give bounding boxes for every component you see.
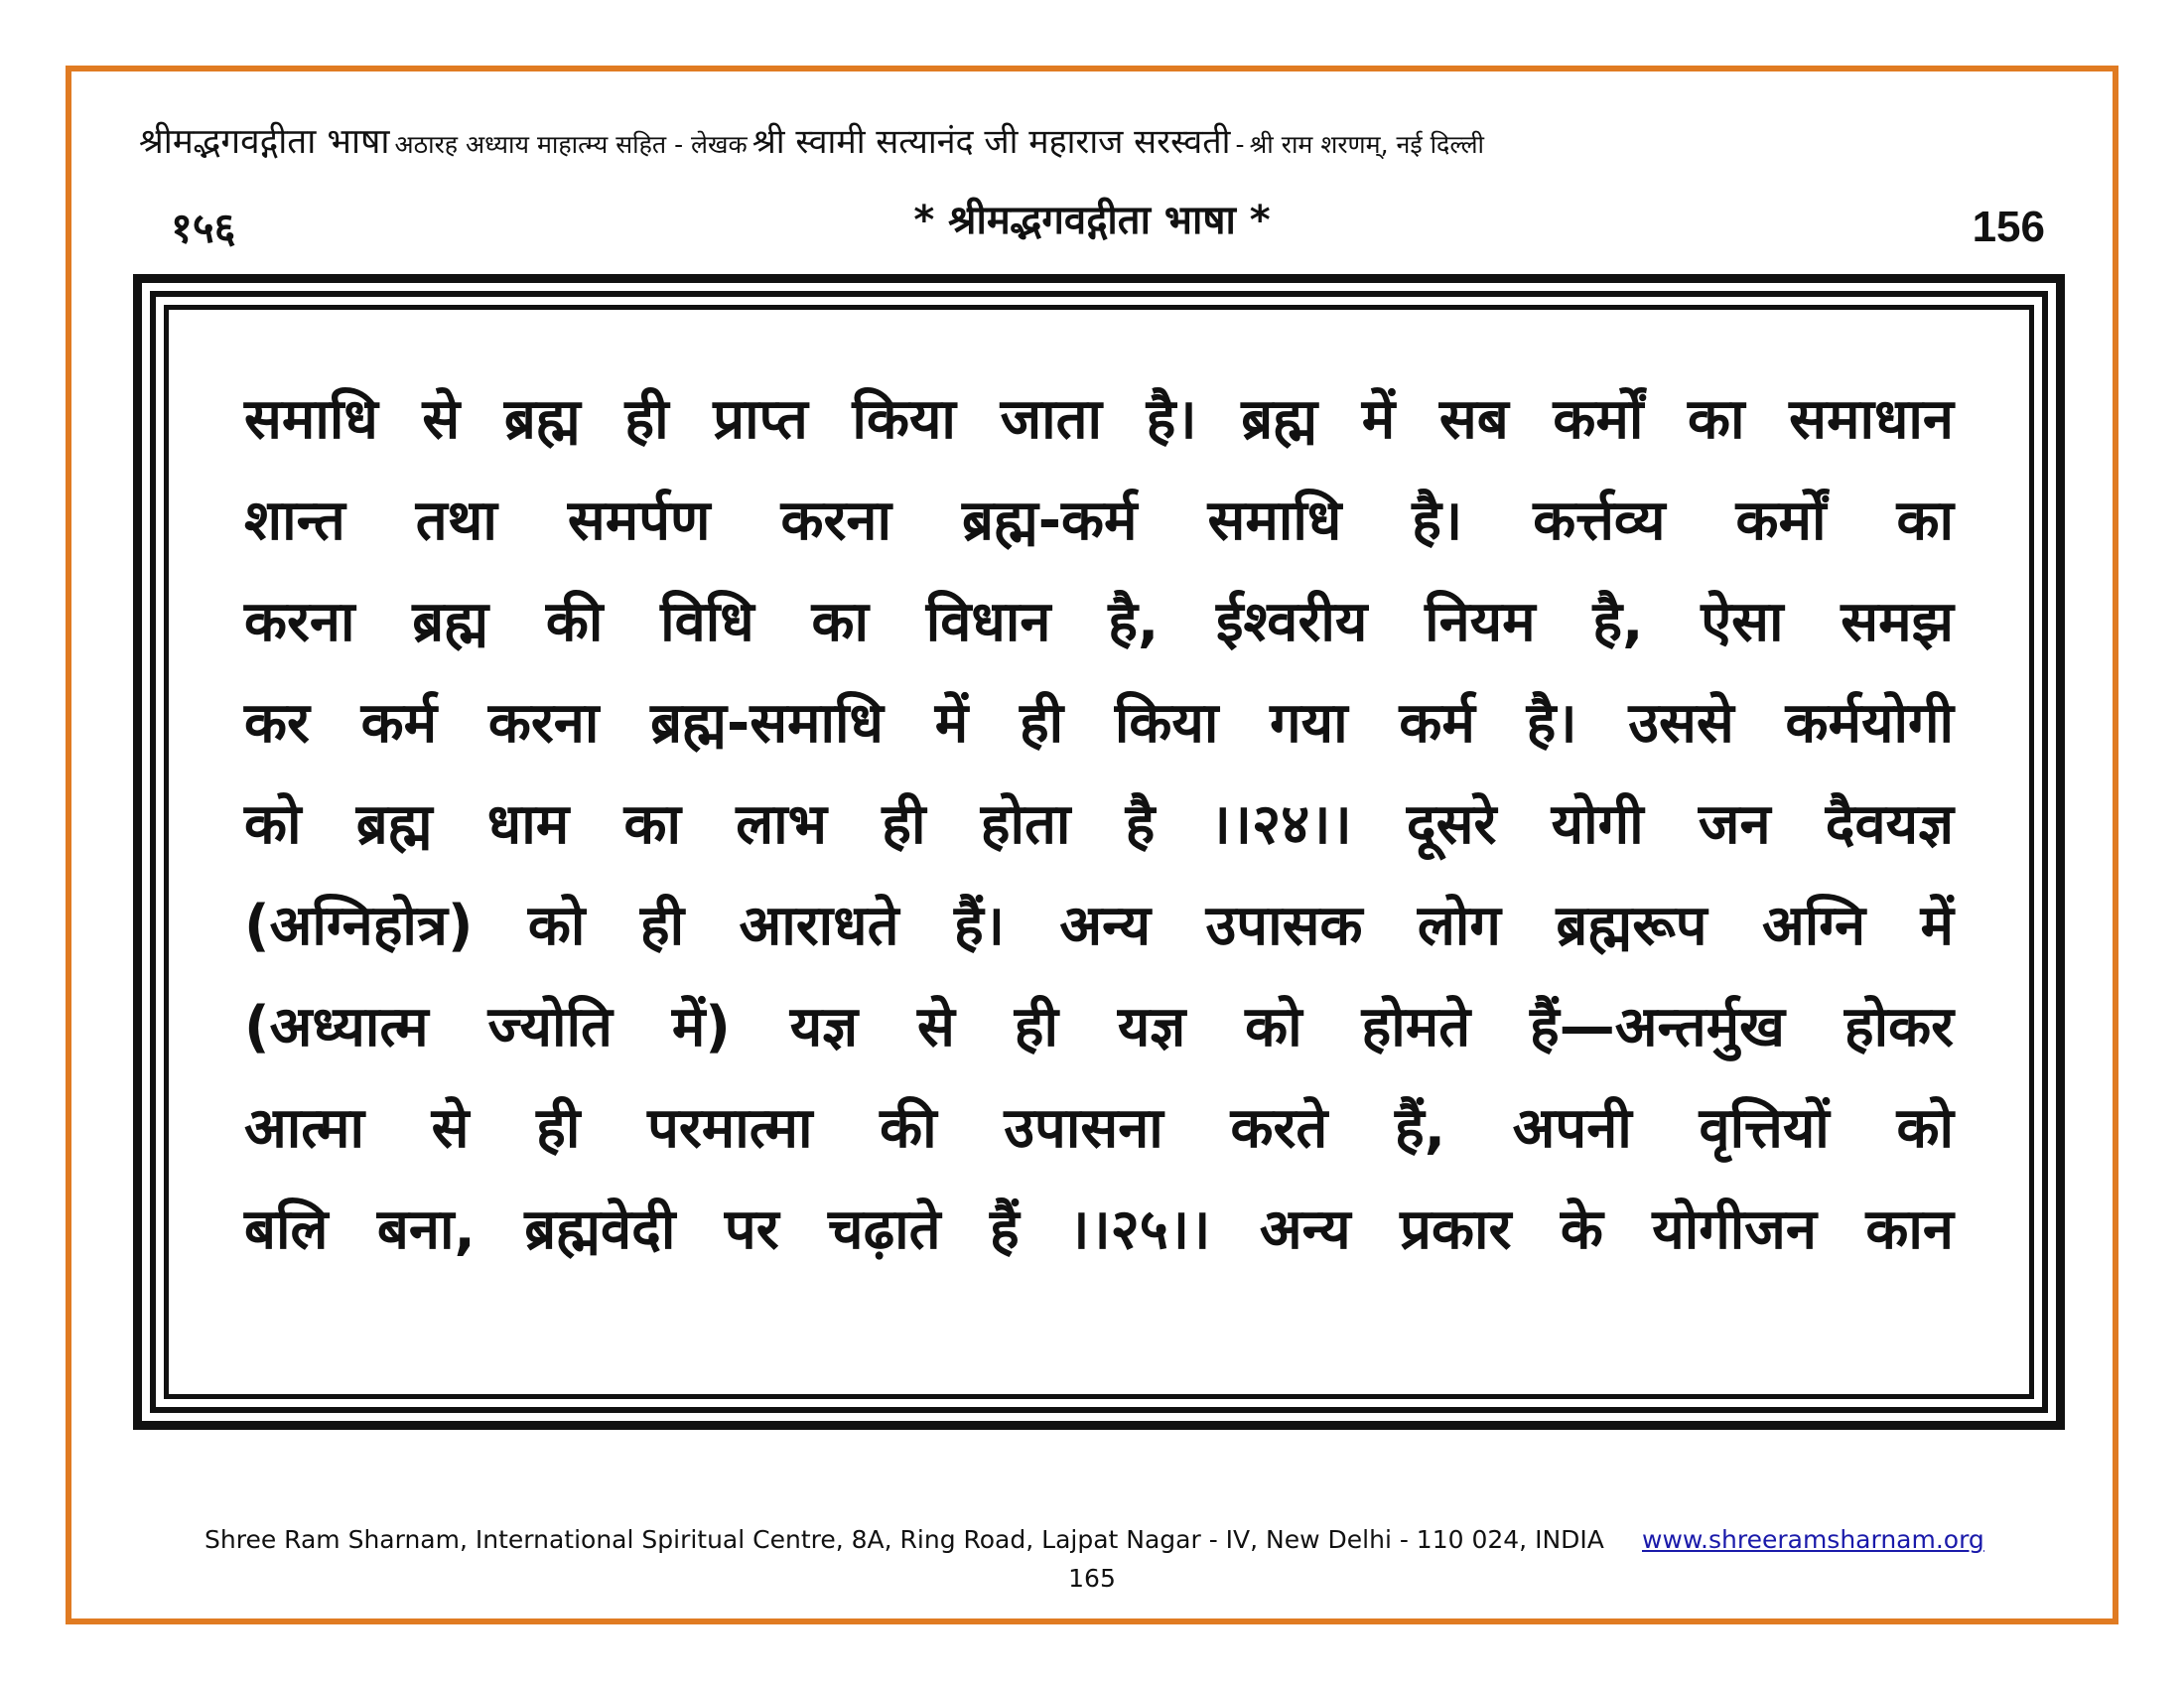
book-title: श्रीमद्भगवद्गीता भाषा	[139, 122, 390, 162]
body-line: (अग्निहोत्र) को ही आराधते हैं। अन्य उपासक लोग ब्रह्मरूप अग्नि में	[244, 894, 1954, 958]
body-line: बलि बना, ब्रह्मवेदी पर चढ़ाते हैं ।।२५।। अन्य प्रकार के योगीजन कान	[244, 1197, 1954, 1262]
header-separator: -	[1235, 130, 1245, 159]
body-line: को ब्रह्म धाम का लाभ ही होता है ।।२४।। दूसरे योगी जन दैवयज्ञ	[244, 792, 1954, 857]
body-line: कर कर्म करना ब्रह्म-समाधि में ही किया गया कर्म है। उससे कर्मयोगी	[244, 691, 1954, 756]
author-name: श्री स्वामी सत्यानंद जी महाराज सरस्वती	[751, 122, 1231, 162]
book-subtitle: अठारह अध्याय माहात्म्य सहित - लेखक	[394, 130, 748, 159]
publisher-place: श्री राम शरणम्, नई दिल्ली	[1249, 130, 1485, 159]
body-line: करना ब्रह्म की विधि का विधान है, ईश्वरीय नियम है, ऐसा समझ	[244, 590, 1954, 654]
running-title: * श्रीमद्भगवद्गीता भाषा *	[913, 198, 1271, 243]
body-text	[244, 369, 1954, 1281]
body-line: आत्मा से ही परमात्मा की उपासना करते हैं, अपनी वृत्तियों को	[244, 1096, 1954, 1161]
footer-address: Shree Ram Sharnam, International Spiritual Centre, 8A, Ring Road, Lajpat Nagar - IV, New Delhi - 110 024, INDIA	[205, 1525, 1604, 1554]
text-frame-inner	[164, 305, 2034, 1399]
body-line: (अध्यात्म ज्योति में) यज्ञ से ही यज्ञ को होमते हैं—अन्तर्मुख होकर	[244, 995, 1954, 1059]
text-frame	[133, 274, 2065, 1430]
body-line: शान्त तथा समर्पण करना ब्रह्म-कर्म समाधि है। कर्त्तव्य कर्मों का	[244, 489, 1954, 553]
page-number-hindi: १५६	[171, 204, 236, 252]
document-header	[139, 117, 2065, 164]
body-line: समाधि से ब्रह्म ही प्राप्त किया जाता है। ब्रह्म में सब कर्मों का समाधान	[244, 387, 1954, 452]
footer-page-number: 165	[1068, 1564, 1116, 1593]
website-link[interactable]: www.shreeramsharnam.org	[1642, 1525, 1984, 1554]
text-frame-middle	[150, 291, 2048, 1413]
page-number: 156	[1972, 203, 2045, 251]
